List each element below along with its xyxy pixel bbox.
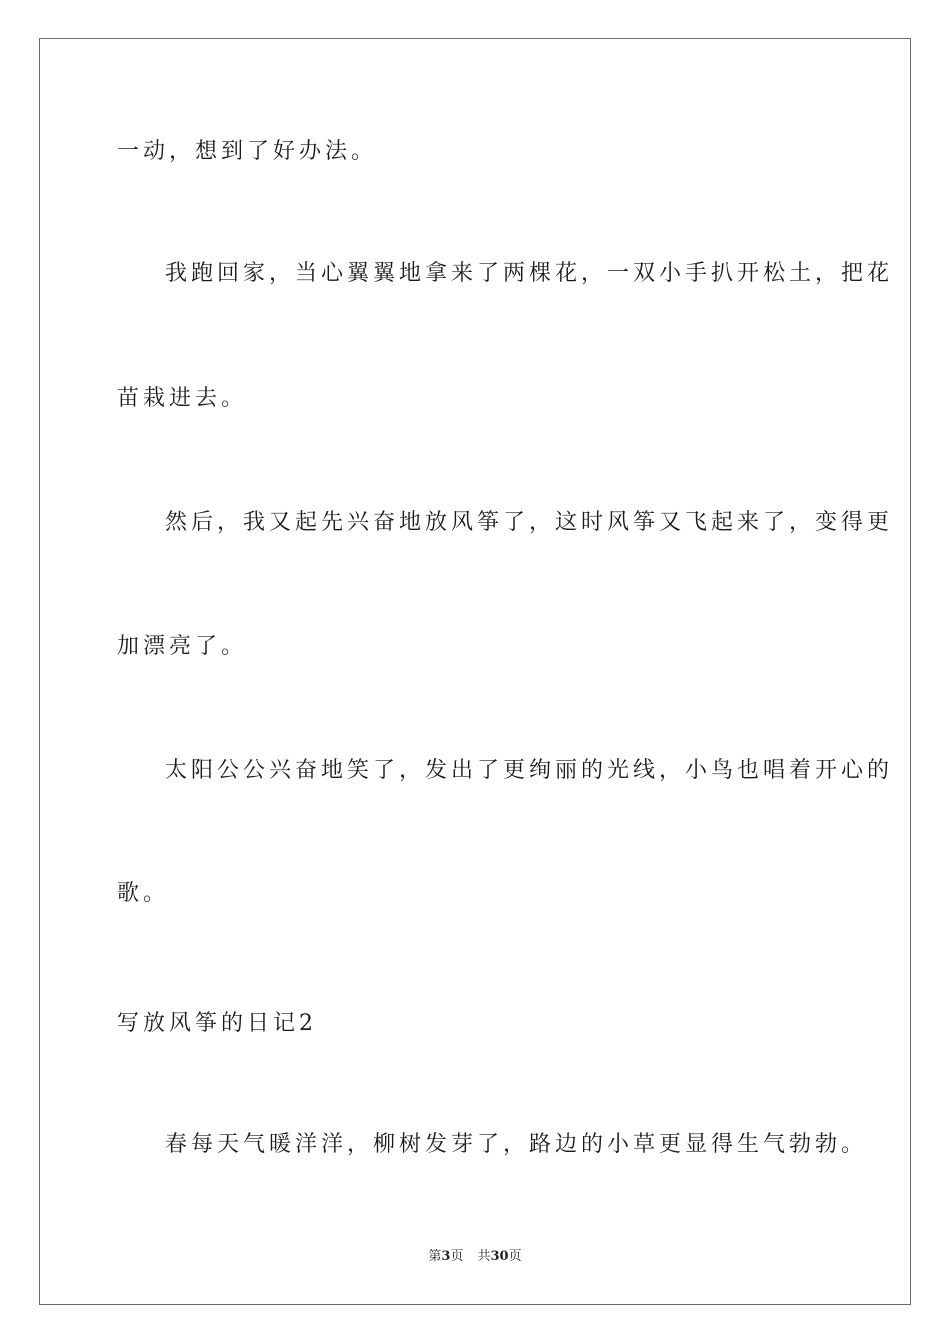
paragraph-line-5: 加漂亮了。 [117, 634, 248, 659]
paragraph-line-1: 一动，想到了好办法。 [117, 139, 378, 164]
paragraph-line-7: 歌。 [117, 881, 170, 906]
paragraph-line-9: 春每天气暖洋洋，柳树发芽了，路边的小草更显得生气勃勃。 [165, 1132, 868, 1157]
section-heading: 写放风筝的日记2 [117, 1011, 317, 1036]
page-border [39, 38, 911, 1305]
footer-total-pages: 30 [490, 1249, 509, 1264]
footer-page-prefix: 第 [428, 1249, 442, 1264]
footer-current-page: 3 [441, 1249, 451, 1264]
paragraph-line-4: 然后，我又起先兴奋地放风筝了，这时风筝又飞起来了，变得更 [165, 510, 894, 535]
footer-page-suffix: 页 [450, 1249, 464, 1264]
footer-total-suffix: 页 [508, 1249, 522, 1264]
paragraph-line-3: 苗栽进去。 [117, 386, 248, 411]
footer-total-prefix: 共 [477, 1249, 491, 1264]
paragraph-line-6: 太阳公公兴奋地笑了，发出了更绚丽的光线，小鸟也唱着开心的 [165, 758, 894, 783]
page-footer [0, 1248, 950, 1266]
paragraph-line-2: 我跑回家，当心翼翼地拿来了两棵花，一双小手扒开松土，把花 [165, 261, 894, 286]
